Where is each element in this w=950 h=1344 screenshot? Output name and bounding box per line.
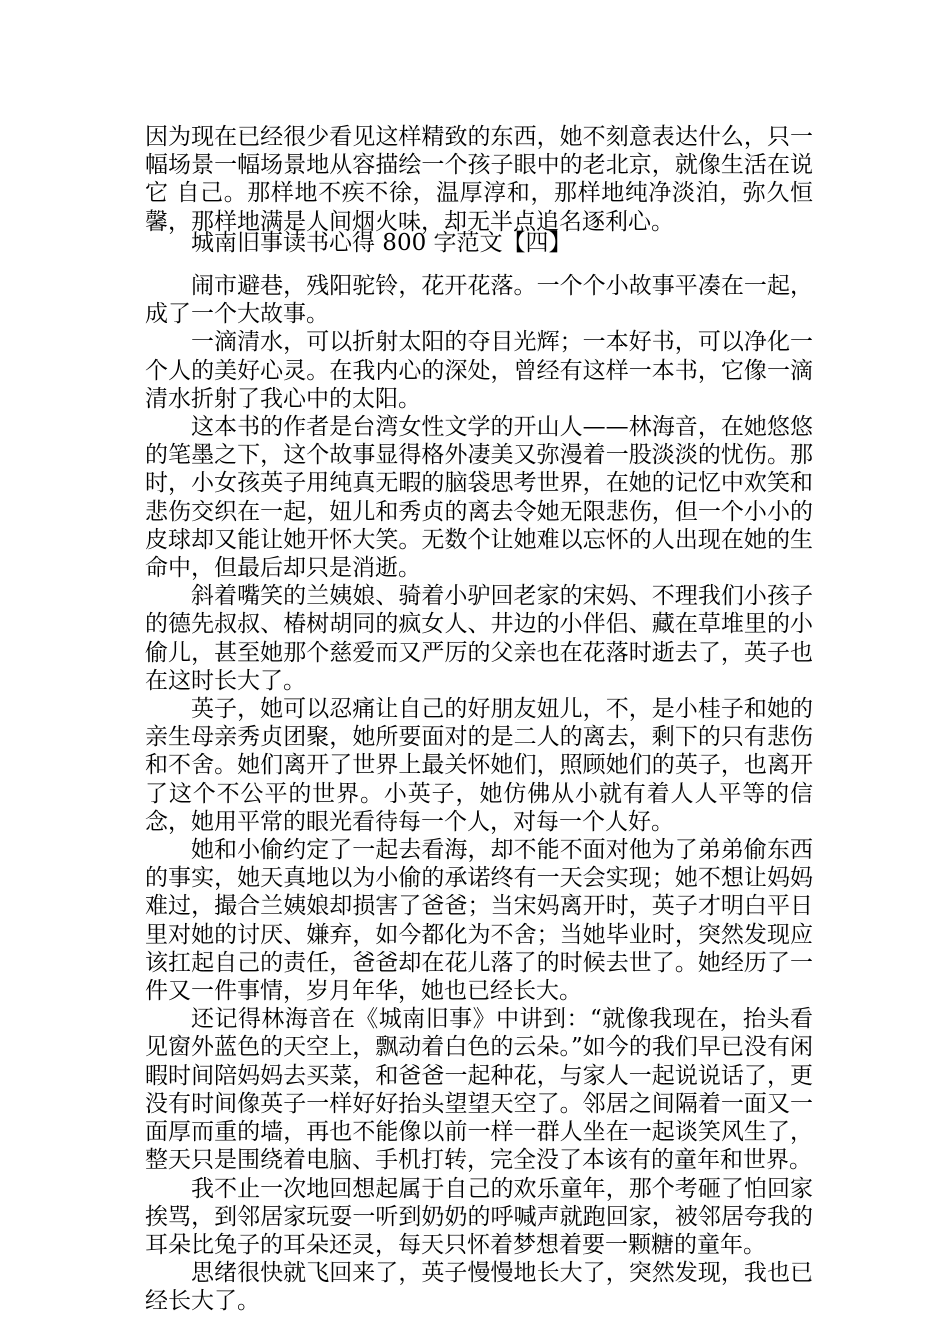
paragraph: 这本书的作者是台湾女性文学的开山人——林海音，在她悠悠的笔墨之下，这个故事显得格外凄美又弥漫着一股淡淡的忧伤。那时，小女孩英子用纯真无暇的脑袋思考世界，在她的记忆中欢笑和悲伤交织在一起，妞儿和秀贞的离去令她无限悲伤，但一个小小的皮球却又能让她开怀大笑。无数个让她难以忘怀的人出现在她的生命中，但最后却只是消逝。 [145, 414, 813, 582]
paragraph: 闹市避巷，残阳驼铃，花开花落。一个个小故事平凑在一起，成了一个大故事。 [145, 273, 813, 328]
paragraph: 英子，她可以忍痛让自己的好朋友妞儿，不，是小桂子和她的亲生母亲秀贞团聚，她所要面对的是二人的离去，剩下的只有悲伤和不舍。她们离开了世界上最关怀她们，照顾她们的英子，也离开了这个不公平的世界。小英子，她仿佛从小就有着人人平等的信念，她用平常的眼光看待每一个人，对每一个人好。 [145, 696, 813, 835]
paragraph: 我不止一次地回想起属于自己的欢乐童年，那个考砸了怕回家挨骂，到邻居家玩耍一听到奶奶的呼喊声就跑回家，被邻居夸我的耳朵比兔子的耳朵还灵，每天只怀着梦想着要一颗糖的童年。 [145, 1175, 813, 1258]
paragraph: 还记得林海音在《城南旧事》中讲到：“就像我现在，抬头看见窗外蓝色的天空上，飘动着白色的云朵。”如今的我们早已没有闲暇时间陪妈妈去买菜，和爸爸一起种花，与家人一起说说话了，更没有时间像英子一样好好抬头望望天空了。邻居之间隔着一面又一面厚而重的墙，再也不能像以前一样一群人坐在一起谈笑风生了，整天只是围绕着电脑、手机打转，完全没了本该有的童年和世界。 [145, 1006, 813, 1174]
paragraph: 思绪很快就飞回来了，英子慢慢地长大了，突然发现，我也已经长大了。 [145, 1260, 813, 1315]
essay-body [145, 272, 813, 1316]
section-heading: 城南旧事读书心得 800 字范文【四】 [191, 230, 572, 256]
heading-block [145, 229, 813, 257]
paragraph: 她和小偷约定了一起去看海，却不能不面对他为了弟弟偷东西的事实，她天真地以为小偷的承诺终有一天会实现；她不想让妈妈难过，撮合兰姨娘却损害了爸爸；当宋妈离开时，英子才明白平日里对她的讨厌、嫌弃，如今都化为不舍；当她毕业时，突然发现应该扛起自己的责任，爸爸却在花儿落了的时候去世了。她经历了一件又一件事情，岁月年华，她也已经长大。 [145, 837, 813, 1005]
paragraph: 斜着嘴笑的兰姨娘、骑着小驴回老家的宋妈、不理我们小孩子的德先叔叔、椿树胡同的疯女人、井边的小伴侣、藏在草堆里的小偷儿，甚至她那个慈爱而又严厉的父亲也在花落时逝去了，英子也在这时长大了。 [145, 583, 813, 694]
intro-paragraph: 因为现在已经很少看见这样精致的东西，她不刻意表达什么，只一幅场景一幅场景地从容描绘一个孩子眼中的老北京，就像生活在说它 自己。那样地不疾不徐，温厚淳和，那样地纯净淡泊，弥久恒馨，那样地满是人间烟火味，却无半点追名逐利心。 [145, 124, 813, 235]
intro-block [145, 123, 813, 236]
paragraph: 一滴清水，可以折射太阳的夺目光辉；一本好书，可以净化一个人的美好心灵。在我内心的深处，曾经有这样一本书，它像一滴清水折射了我心中的太阳。 [145, 329, 813, 412]
